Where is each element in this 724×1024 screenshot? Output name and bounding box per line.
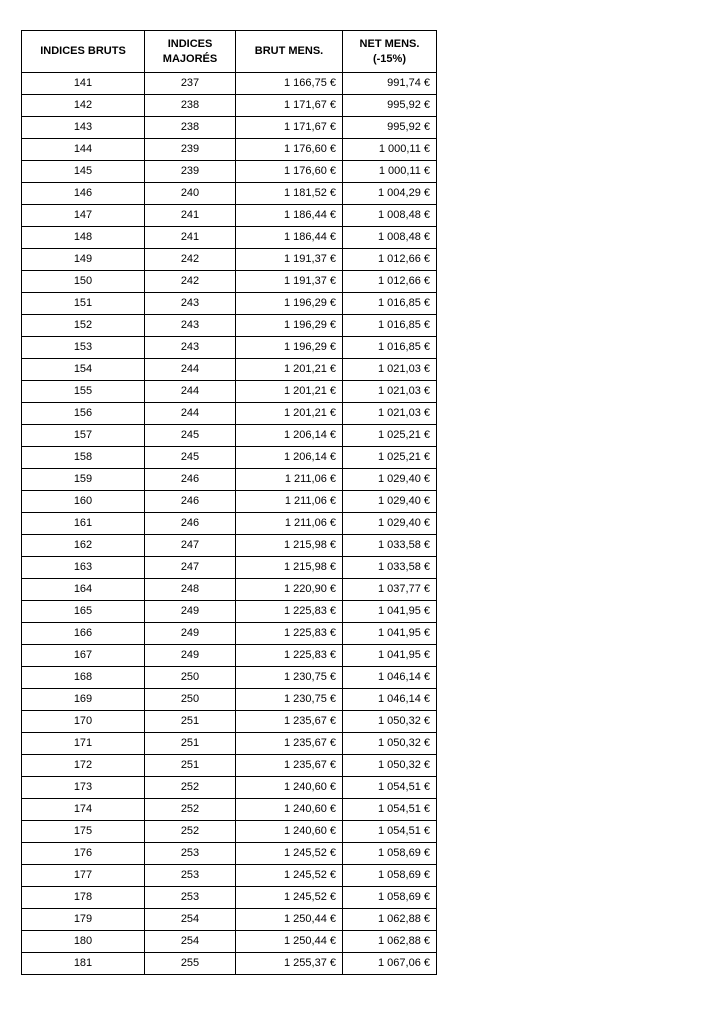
cell-net-mens: 1 029,40 € — [343, 469, 437, 491]
cell-indice-majore: 242 — [145, 249, 236, 271]
cell-net-mens: 1 033,58 € — [343, 557, 437, 579]
header-indices-bruts: INDICES BRUTS — [22, 31, 145, 73]
cell-brut-mens: 1 235,67 € — [236, 733, 343, 755]
header-brut-mens: BRUT MENS. — [236, 31, 343, 73]
cell-brut-mens: 1 245,52 € — [236, 843, 343, 865]
cell-indice-majore: 245 — [145, 447, 236, 469]
cell-indice-brut: 176 — [22, 843, 145, 865]
cell-indice-brut: 172 — [22, 755, 145, 777]
table-row — [22, 865, 437, 887]
cell-indice-brut: 152 — [22, 315, 145, 337]
cell-net-mens: 1 058,69 € — [343, 865, 437, 887]
cell-indice-majore: 243 — [145, 293, 236, 315]
table-row — [22, 491, 437, 513]
cell-indice-majore: 244 — [145, 403, 236, 425]
cell-brut-mens: 1 230,75 € — [236, 667, 343, 689]
cell-net-mens: 1 016,85 € — [343, 337, 437, 359]
cell-brut-mens: 1 171,67 € — [236, 117, 343, 139]
cell-brut-mens: 1 211,06 € — [236, 491, 343, 513]
cell-indice-majore: 252 — [145, 777, 236, 799]
cell-indice-brut: 168 — [22, 667, 145, 689]
cell-net-mens: 1 021,03 € — [343, 359, 437, 381]
cell-indice-majore: 251 — [145, 711, 236, 733]
cell-net-mens: 1 016,85 € — [343, 293, 437, 315]
header-indices-majores: INDICES MAJORÉS — [145, 31, 236, 73]
cell-brut-mens: 1 186,44 € — [236, 227, 343, 249]
cell-indice-brut: 160 — [22, 491, 145, 513]
cell-brut-mens: 1 235,67 € — [236, 755, 343, 777]
cell-brut-mens: 1 250,44 € — [236, 931, 343, 953]
cell-indice-majore: 240 — [145, 183, 236, 205]
cell-brut-mens: 1 176,60 € — [236, 161, 343, 183]
table-row — [22, 623, 437, 645]
cell-brut-mens: 1 240,60 € — [236, 777, 343, 799]
cell-net-mens: 1 008,48 € — [343, 227, 437, 249]
cell-indice-brut: 146 — [22, 183, 145, 205]
cell-net-mens: 1 062,88 € — [343, 909, 437, 931]
cell-brut-mens: 1 225,83 € — [236, 601, 343, 623]
cell-net-mens: 1 012,66 € — [343, 249, 437, 271]
cell-net-mens: 1 046,14 € — [343, 667, 437, 689]
cell-indice-brut: 162 — [22, 535, 145, 557]
cell-indice-brut: 170 — [22, 711, 145, 733]
cell-indice-brut: 144 — [22, 139, 145, 161]
table-row — [22, 73, 437, 95]
table-row — [22, 205, 437, 227]
table-row — [22, 117, 437, 139]
table-row — [22, 271, 437, 293]
cell-indice-brut: 169 — [22, 689, 145, 711]
cell-indice-brut: 145 — [22, 161, 145, 183]
cell-indice-majore: 246 — [145, 513, 236, 535]
table-row — [22, 887, 437, 909]
cell-indice-majore: 243 — [145, 337, 236, 359]
cell-indice-majore: 252 — [145, 799, 236, 821]
cell-net-mens: 1 029,40 € — [343, 513, 437, 535]
cell-net-mens: 1 050,32 € — [343, 755, 437, 777]
cell-brut-mens: 1 191,37 € — [236, 249, 343, 271]
cell-indice-brut: 174 — [22, 799, 145, 821]
cell-indice-brut: 164 — [22, 579, 145, 601]
cell-indice-brut: 154 — [22, 359, 145, 381]
cell-brut-mens: 1 191,37 € — [236, 271, 343, 293]
cell-indice-majore: 252 — [145, 821, 236, 843]
cell-indice-majore: 250 — [145, 667, 236, 689]
cell-brut-mens: 1 201,21 € — [236, 381, 343, 403]
cell-indice-brut: 159 — [22, 469, 145, 491]
table-row — [22, 601, 437, 623]
cell-indice-majore: 245 — [145, 425, 236, 447]
cell-indice-brut: 177 — [22, 865, 145, 887]
cell-indice-brut: 142 — [22, 95, 145, 117]
cell-indice-majore: 244 — [145, 359, 236, 381]
table-row — [22, 161, 437, 183]
table-row — [22, 293, 437, 315]
cell-brut-mens: 1 196,29 € — [236, 315, 343, 337]
cell-net-mens: 1 033,58 € — [343, 535, 437, 557]
table-row — [22, 799, 437, 821]
table-row — [22, 425, 437, 447]
cell-brut-mens: 1 245,52 € — [236, 865, 343, 887]
cell-net-mens: 1 041,95 € — [343, 645, 437, 667]
cell-brut-mens: 1 166,75 € — [236, 73, 343, 95]
table-row — [22, 733, 437, 755]
cell-brut-mens: 1 211,06 € — [236, 513, 343, 535]
table-row — [22, 95, 437, 117]
cell-indice-brut: 158 — [22, 447, 145, 469]
cell-indice-majore: 238 — [145, 117, 236, 139]
cell-indice-brut: 178 — [22, 887, 145, 909]
cell-brut-mens: 1 215,98 € — [236, 535, 343, 557]
cell-brut-mens: 1 250,44 € — [236, 909, 343, 931]
cell-brut-mens: 1 196,29 € — [236, 293, 343, 315]
cell-net-mens: 1 021,03 € — [343, 381, 437, 403]
cell-indice-majore: 242 — [145, 271, 236, 293]
cell-indice-majore: 254 — [145, 909, 236, 931]
cell-indice-brut: 163 — [22, 557, 145, 579]
cell-brut-mens: 1 201,21 € — [236, 403, 343, 425]
cell-indice-majore: 253 — [145, 887, 236, 909]
cell-indice-brut: 173 — [22, 777, 145, 799]
cell-indice-majore: 247 — [145, 557, 236, 579]
table-row — [22, 931, 437, 953]
cell-net-mens: 1 041,95 € — [343, 623, 437, 645]
cell-net-mens: 1 012,66 € — [343, 271, 437, 293]
cell-brut-mens: 1 181,52 € — [236, 183, 343, 205]
table-row — [22, 469, 437, 491]
table-row — [22, 689, 437, 711]
cell-indice-majore: 253 — [145, 843, 236, 865]
cell-brut-mens: 1 220,90 € — [236, 579, 343, 601]
table-row — [22, 139, 437, 161]
table-row — [22, 557, 437, 579]
cell-brut-mens: 1 206,14 € — [236, 425, 343, 447]
cell-brut-mens: 1 240,60 € — [236, 799, 343, 821]
cell-indice-brut: 179 — [22, 909, 145, 931]
cell-indice-brut: 171 — [22, 733, 145, 755]
cell-indice-majore: 241 — [145, 205, 236, 227]
cell-indice-majore: 251 — [145, 755, 236, 777]
cell-brut-mens: 1 255,37 € — [236, 953, 343, 975]
cell-indice-brut: 153 — [22, 337, 145, 359]
cell-brut-mens: 1 225,83 € — [236, 623, 343, 645]
table-row — [22, 909, 437, 931]
table-row — [22, 821, 437, 843]
cell-brut-mens: 1 211,06 € — [236, 469, 343, 491]
table-row — [22, 359, 437, 381]
cell-net-mens: 1 000,11 € — [343, 139, 437, 161]
cell-indice-brut: 181 — [22, 953, 145, 975]
cell-brut-mens: 1 225,83 € — [236, 645, 343, 667]
cell-indice-majore: 243 — [145, 315, 236, 337]
cell-indice-majore: 249 — [145, 601, 236, 623]
cell-net-mens: 1 025,21 € — [343, 447, 437, 469]
cell-net-mens: 1 016,85 € — [343, 315, 437, 337]
cell-indice-majore: 255 — [145, 953, 236, 975]
table-row — [22, 403, 437, 425]
cell-indice-majore: 237 — [145, 73, 236, 95]
cell-brut-mens: 1 240,60 € — [236, 821, 343, 843]
cell-indice-brut: 151 — [22, 293, 145, 315]
cell-net-mens: 1 041,95 € — [343, 601, 437, 623]
table-row — [22, 513, 437, 535]
cell-indice-brut: 175 — [22, 821, 145, 843]
header-net-mens: NET MENS. (-15%) — [343, 31, 437, 73]
cell-brut-mens: 1 201,21 € — [236, 359, 343, 381]
cell-net-mens: 1 058,69 € — [343, 887, 437, 909]
cell-indice-majore: 239 — [145, 161, 236, 183]
cell-brut-mens: 1 196,29 € — [236, 337, 343, 359]
cell-indice-brut: 166 — [22, 623, 145, 645]
table-row — [22, 535, 437, 557]
cell-indice-majore: 239 — [145, 139, 236, 161]
cell-brut-mens: 1 171,67 € — [236, 95, 343, 117]
cell-indice-majore: 250 — [145, 689, 236, 711]
salary-index-table — [21, 30, 437, 975]
table-row — [22, 183, 437, 205]
cell-net-mens: 1 062,88 € — [343, 931, 437, 953]
table-row — [22, 249, 437, 271]
cell-indice-brut: 143 — [22, 117, 145, 139]
cell-indice-majore: 254 — [145, 931, 236, 953]
cell-indice-majore: 253 — [145, 865, 236, 887]
cell-net-mens: 991,74 € — [343, 73, 437, 95]
cell-indice-brut: 161 — [22, 513, 145, 535]
table-row — [22, 667, 437, 689]
cell-net-mens: 1 050,32 € — [343, 711, 437, 733]
cell-indice-brut: 156 — [22, 403, 145, 425]
cell-brut-mens: 1 176,60 € — [236, 139, 343, 161]
cell-net-mens: 1 021,03 € — [343, 403, 437, 425]
table-body — [22, 73, 437, 975]
table-header — [22, 31, 437, 73]
cell-brut-mens: 1 215,98 € — [236, 557, 343, 579]
cell-indice-brut: 165 — [22, 601, 145, 623]
cell-net-mens: 1 037,77 € — [343, 579, 437, 601]
cell-indice-brut: 167 — [22, 645, 145, 667]
cell-indice-brut: 148 — [22, 227, 145, 249]
cell-indice-brut: 180 — [22, 931, 145, 953]
cell-indice-brut: 141 — [22, 73, 145, 95]
cell-net-mens: 1 004,29 € — [343, 183, 437, 205]
cell-brut-mens: 1 206,14 € — [236, 447, 343, 469]
cell-net-mens: 1 054,51 € — [343, 777, 437, 799]
cell-indice-majore: 249 — [145, 645, 236, 667]
cell-net-mens: 1 067,06 € — [343, 953, 437, 975]
cell-indice-brut: 157 — [22, 425, 145, 447]
table-row — [22, 843, 437, 865]
table-row — [22, 381, 437, 403]
cell-indice-majore: 248 — [145, 579, 236, 601]
cell-indice-majore: 246 — [145, 469, 236, 491]
cell-net-mens: 995,92 € — [343, 95, 437, 117]
cell-indice-majore: 246 — [145, 491, 236, 513]
header-row — [22, 31, 437, 73]
cell-indice-brut: 149 — [22, 249, 145, 271]
table-row — [22, 337, 437, 359]
table-row — [22, 645, 437, 667]
cell-indice-majore: 241 — [145, 227, 236, 249]
cell-indice-majore: 251 — [145, 733, 236, 755]
cell-indice-brut: 147 — [22, 205, 145, 227]
cell-net-mens: 1 054,51 € — [343, 799, 437, 821]
cell-indice-majore: 247 — [145, 535, 236, 557]
table-row — [22, 227, 437, 249]
cell-brut-mens: 1 230,75 € — [236, 689, 343, 711]
cell-indice-majore: 244 — [145, 381, 236, 403]
cell-indice-brut: 150 — [22, 271, 145, 293]
table-row — [22, 711, 437, 733]
cell-brut-mens: 1 245,52 € — [236, 887, 343, 909]
table-row — [22, 953, 437, 975]
cell-net-mens: 1 029,40 € — [343, 491, 437, 513]
cell-net-mens: 1 058,69 € — [343, 843, 437, 865]
cell-brut-mens: 1 186,44 € — [236, 205, 343, 227]
cell-indice-brut: 155 — [22, 381, 145, 403]
cell-net-mens: 1 046,14 € — [343, 689, 437, 711]
table-row — [22, 315, 437, 337]
table-row — [22, 755, 437, 777]
cell-indice-majore: 249 — [145, 623, 236, 645]
cell-indice-majore: 238 — [145, 95, 236, 117]
cell-brut-mens: 1 235,67 € — [236, 711, 343, 733]
table-row — [22, 579, 437, 601]
cell-net-mens: 1 025,21 € — [343, 425, 437, 447]
salary-index-sheet — [21, 30, 437, 975]
cell-net-mens: 1 054,51 € — [343, 821, 437, 843]
cell-net-mens: 1 008,48 € — [343, 205, 437, 227]
table-row — [22, 447, 437, 469]
cell-net-mens: 995,92 € — [343, 117, 437, 139]
table-row — [22, 777, 437, 799]
cell-net-mens: 1 050,32 € — [343, 733, 437, 755]
cell-net-mens: 1 000,11 € — [343, 161, 437, 183]
